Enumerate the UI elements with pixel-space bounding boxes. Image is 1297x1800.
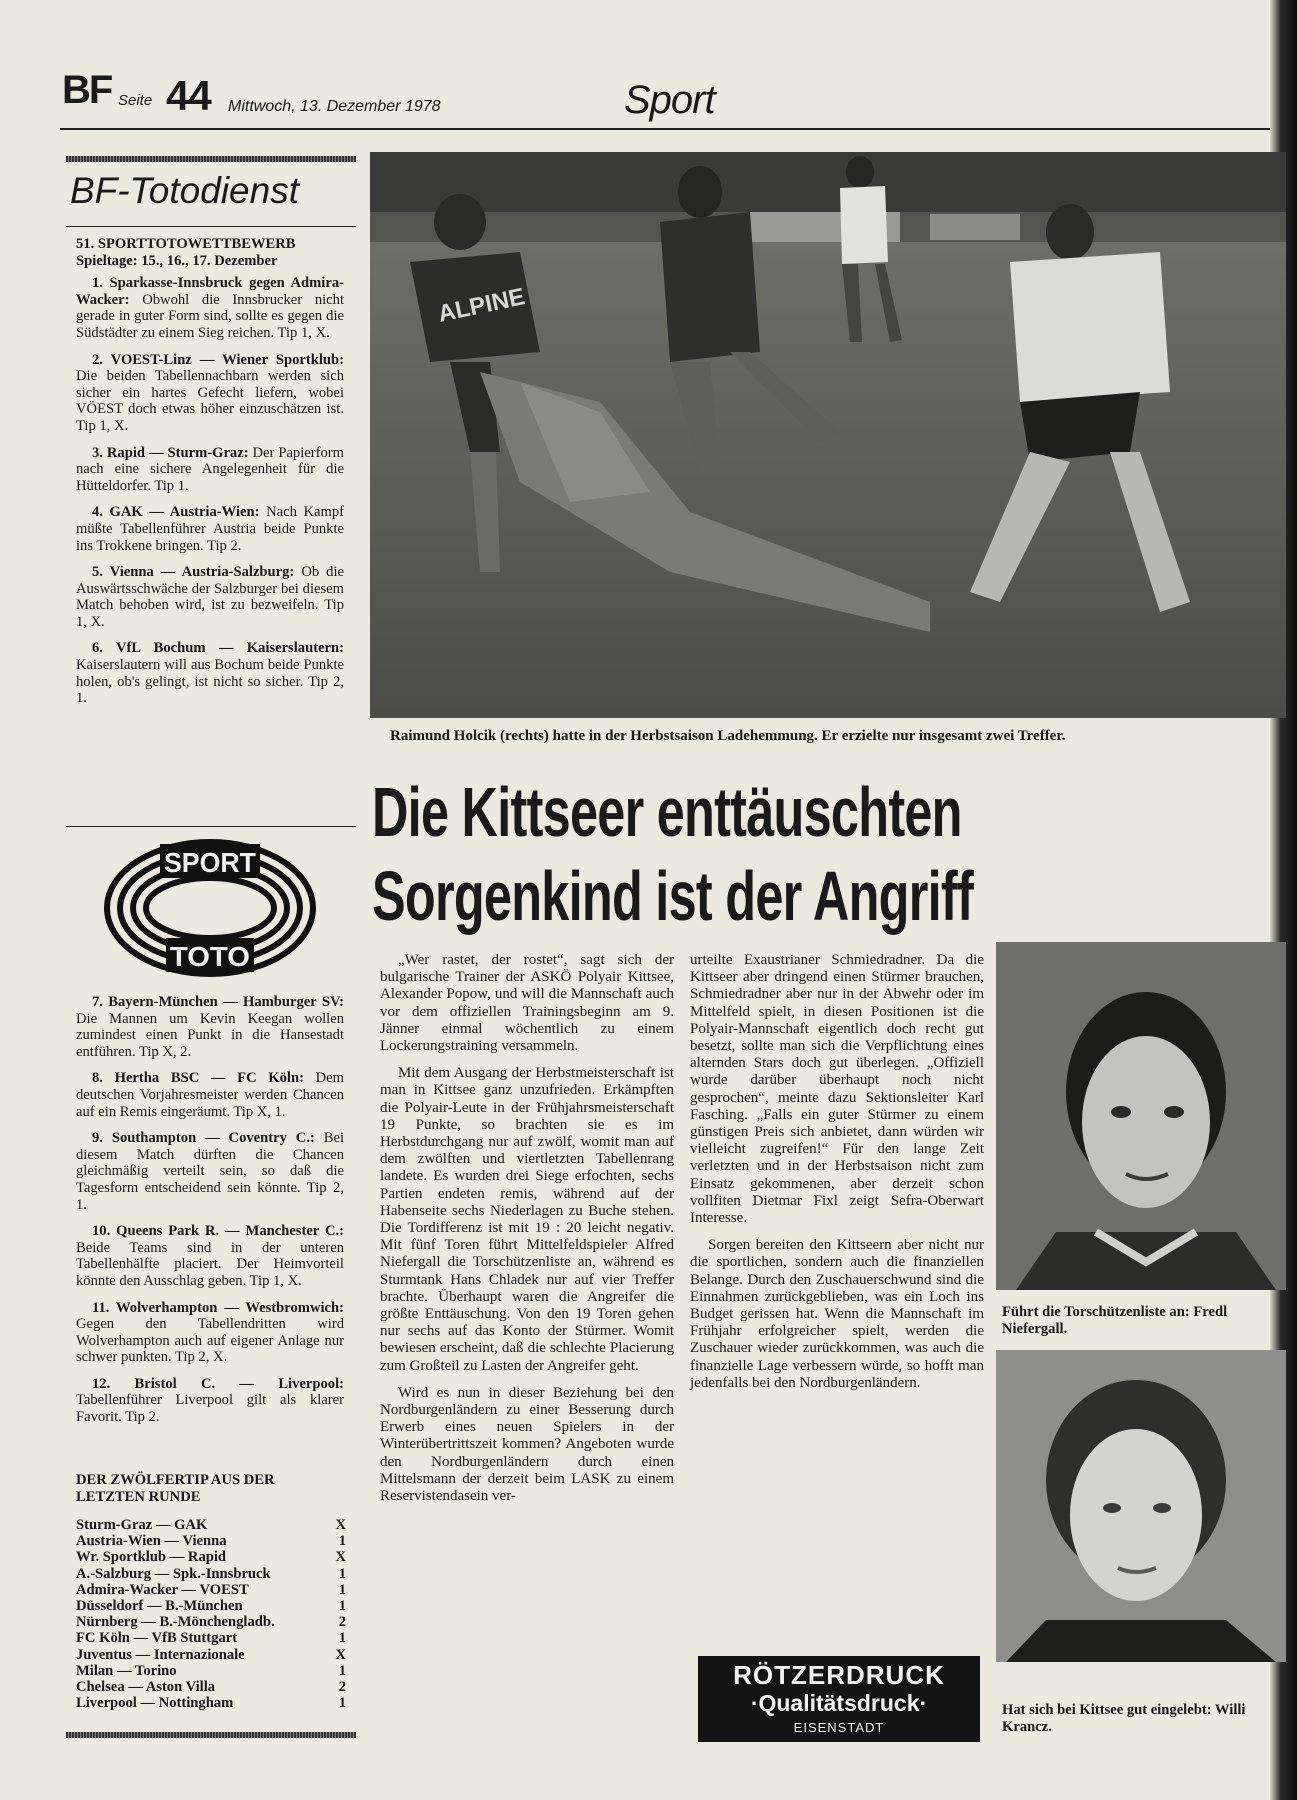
portrait-krancz <box>996 1350 1286 1662</box>
tip-paragraph: 10. Queens Park R. — Manchester C.: Beide Teams sind in der unteren Tabellenhälfte placiert. Der Heimvorteil könnte den Ausschlag geben. Tip 1, X. <box>76 1223 344 1289</box>
article-headline <box>372 770 1020 938</box>
tip-paragraph: 7. Bayern-München — Hamburger SV: Die Mannen um Kevin Keegan wollen zumindest einen Punkt in die Hansestadt entführen. Tip X, 2. <box>76 994 344 1060</box>
logo-text-toto: TOTO <box>170 941 250 972</box>
printer-advertisement <box>698 1656 980 1742</box>
result-row: Juventus — Internazionale X <box>76 1646 346 1663</box>
tip-paragraph: 6. VfL Bochum — Kaiserslautern: Kaiserslautern will aus Bochum beide Punkte holen, ob's gelingt, ist nicht so sicher. Tip 2, 1. <box>76 640 344 707</box>
result-row: Chelsea — Aston Villa 2 <box>76 1679 346 1696</box>
tip-paragraph: 2. VOEST-Linz — Wiener Sportklub: Die beiden Tabellennachbarn werden sich sicher ein hartes Gefecht liefern, wobei VÖEST doch etwas höher einzuschätzen ist. Tip 1, X. <box>76 351 344 434</box>
tip-paragraph: 11. Wolverhampton — Westbromwich: Gegen den Tabellendritten wird Wolverhampton auch auf eigener Anlage nur schwer punkten. Tip 2, X. <box>76 1299 344 1366</box>
headline-line2: Sorgenkind ist der Angriff <box>372 857 974 935</box>
match-photo-drawing <box>370 152 1286 718</box>
sidebar-rule-mid <box>66 826 356 827</box>
logo-text-sport: SPORT <box>164 847 256 878</box>
page-word: Seite <box>118 92 153 109</box>
article-paragraph: urteilte Exaustrianer Schmiedradner. Da die Kittseer aber dringend einen Stürmer brauchen, Schmiedradner aber nur in der Abwehr oder im Mittelfeld spielt, in diesen Positionen ist die Polyair-Mannschaft eigentlich doch recht gut besetzt, sollte man sich die Verpflichtung eines alternden Stars doch gut überlegen. „Offiziell wurde darüber überhaupt noch nicht gesprochen“, meinte dazu Sektionsleiter Karl Fasching. „Falls ein guter Stürmer zu einem günstigen Preis sich anbietet, dann würden wir vielleicht zugreifen!“ Für den lange Zeit verletzten und in der Herbstsaison nicht zum Einsatz gekommenen, aber derzeit schon vollfiten Dietmar Fixl zeigt Sefra-Oberwart Interesse. <box>690 952 984 1227</box>
headline-line1: Die Kittseer enttäuschten <box>372 773 962 851</box>
toto-heading: 51. SPORTTOTOWETTBEWERB <box>76 236 296 252</box>
result-row: Wr. Sportklub — Rapid X <box>76 1549 346 1566</box>
tip-paragraph: 3. Rapid — Sturm-Graz: Der Papierform nach eine sichere Angelegenheit für die Hütteldorfer. Tip 1. <box>76 444 344 494</box>
football-match-photo <box>370 152 1286 718</box>
last-round-results <box>76 1517 346 1711</box>
toto-matchdays: Spieltage: 15., 16., 17. Dezember <box>76 252 278 269</box>
portrait-drawing <box>996 942 1286 1290</box>
toto-tips-part1 <box>76 236 344 717</box>
tip-paragraph: 4. GAK — Austria-Wien: Nach Kampf müßte Tabellenführer Austria beide Punkte ins Trokkene bringen. Tip 2. <box>76 504 344 554</box>
sidebar-rule-top <box>66 156 356 162</box>
jersey-print: ALPINE <box>435 283 528 328</box>
tip-paragraph: 8. Hertha BSC — FC Köln: Dem deutschen Vorjahresmeister werden Chancen auf ein Remis eingeräumt. Tip X, 1. <box>76 1070 344 1120</box>
toto-tips-part2 <box>76 994 344 1436</box>
article-paragraph: „Wer rastet, der rostet“, sagt sich der bulgarische Trainer der ASKÖ Polyair Kittsee, Alexander Popow, und will die Mannschaft auch vor dem offiziellen Trainingsbeginn am 9. Jänner einmal wöchentlich zu einem Lockerungstraining versammeln. <box>380 952 674 1055</box>
tip-paragraph: 5. Vienna — Austria-Salzburg: Ob die Auswärtsschwäche der Salzburger bei diesem Match behoben wird, ist zu bezweifeln. Tip 1, X. <box>76 564 345 630</box>
portrait-drawing <box>996 1350 1286 1662</box>
ad-company: RÖTZERDRUCK <box>733 1660 945 1690</box>
sidebar-box-rule <box>66 226 356 227</box>
article-column-2 <box>690 952 984 1402</box>
tip-paragraph: 1. Sparkasse-Innsbruck gegen Admira-Wacker: Obwohl die Innsbrucker nicht gerade in guter Form sind, sollte es gegen die Südstädter zu einem Sieg reichen. Tip 1, X. <box>76 275 344 341</box>
page-number: 44 <box>166 72 211 119</box>
result-row: A.-Salzburg — Spk.-Innsbruck 1 <box>76 1565 346 1582</box>
section-title: Sport <box>624 78 715 122</box>
result-row: Düsseldorf — B.-München 1 <box>76 1598 346 1615</box>
portrait-niefergall <box>996 942 1286 1290</box>
result-row: Austria-Wien — Vienna 1 <box>76 1533 346 1550</box>
sidebar-rule-bottom <box>66 1732 356 1738</box>
article-paragraph: Wird es nun in dieser Beziehung bei den Nordburgenländern zu einer Besserung durch Erwerb eines neuen Spielers in der Winterübertrittszeit kommen? Angeboten wurde den Nordburgenländern durch einen Mittelsmann der derzeit beim LASK zu einem Reservistendasein ver- <box>380 1384 674 1505</box>
sport-toto-logo <box>104 838 316 978</box>
issue-date: Mittwoch, 13. Dezember 1978 <box>228 98 441 115</box>
header-rule <box>60 128 1282 130</box>
sidebar-title: BF-Totodienst <box>70 170 299 211</box>
newspaper-logo: BF <box>62 68 112 112</box>
result-row: FC Köln — VfB Stuttgart 1 <box>76 1630 346 1647</box>
result-row: Milan — Torino 1 <box>76 1662 346 1679</box>
photo-caption: Raimund Holcik (rechts) hatte in der Herbstsaison Ladehemmung. Er erzielte nur insgesamt zwei Treffer. <box>390 728 1066 744</box>
result-row: Nürnberg — B.-Mönchengladb. 2 <box>76 1614 346 1631</box>
tip-paragraph: 9. Southampton — Coventry C.: Bei diesem Match dürften die Chancen gleichmäßig verteilt sein, so daß die Tagesform entscheidend sein könnte. Tip 2, 1. <box>76 1130 344 1213</box>
portrait-caption-2: Hat sich bei Kittsee gut eingelebt: Willi Krancz. <box>1002 1702 1246 1735</box>
portrait-caption-1: Führt die Torschützenliste an: Fredl Niefergall. <box>1002 1304 1228 1337</box>
tip-paragraph: 12. Bristol C. — Liverpool: Tabellenführer Liverpool gilt als klarer Favorit. Tip 2. <box>76 1375 344 1426</box>
article-paragraph: Mit dem Ausgang der Herbstmeisterschaft ist man in Kittsee ganz unzufrieden. Erkämpften die Polyair-Leute in der Frühjahrsmeisterschaft 19 Punkte, so brachten sie es im Herbstdurchgang nur auf zwölf, womit man auf dem zwölften und viertletzten Tabellenrang landete. Es wurden drei Siege erfochten, sechs Partien endeten remis, während auf der Habenseite sechs Niederlagen zu Buche stehen. Die Tordifferenz ist mit 19 : 20 leicht negativ. Mit fünf Toren führt Mittelfeldspieler Alfred Niefergall die Torschützenliste an, während es Sturmtank Hans Chladek nur auf vier Treffer brachte. Überhaupt waren die Angreifer die größte Enttäuschung. Von den 19 Toren gehen nur sechs auf das Konto der Stürmer. Womit bewiesen erscheint, daß die schlechte Placierung zum Großteil zu Lasten der Angreifer geht. <box>380 1065 674 1374</box>
last-round-title: DER ZWÖLFERTIP AUS DER LETZTEN RUNDE <box>76 1472 275 1505</box>
result-row: Sturm-Graz — GAK X <box>76 1517 346 1533</box>
ad-city: EISENSTADT <box>793 1720 885 1735</box>
article-column-1 <box>380 952 674 1515</box>
result-row: Admira-Wacker — VOEST 1 <box>76 1581 346 1598</box>
article-paragraph: Sorgen bereiten den Kittseern aber nicht nur die sportlichen, sondern auch die finanziellen Belange. Durch den Zuschauerschwund sind die Einnahmen zurückgeblieben, was ein Loch ins Budget gerissen hat. Wenn die Mannschaft im Frühjahr erfolgreicher spielt, werden die Zuschauer wieder zurückkommen, was auch die finanzielle Lage verbessern würde, so hofft man jedenfalls bei den Nordburgenländern. <box>690 1237 984 1391</box>
result-row: Liverpool — Nottingham 1 <box>76 1695 346 1712</box>
ad-slogan: ·Qualitätsdruck· <box>750 1690 928 1716</box>
